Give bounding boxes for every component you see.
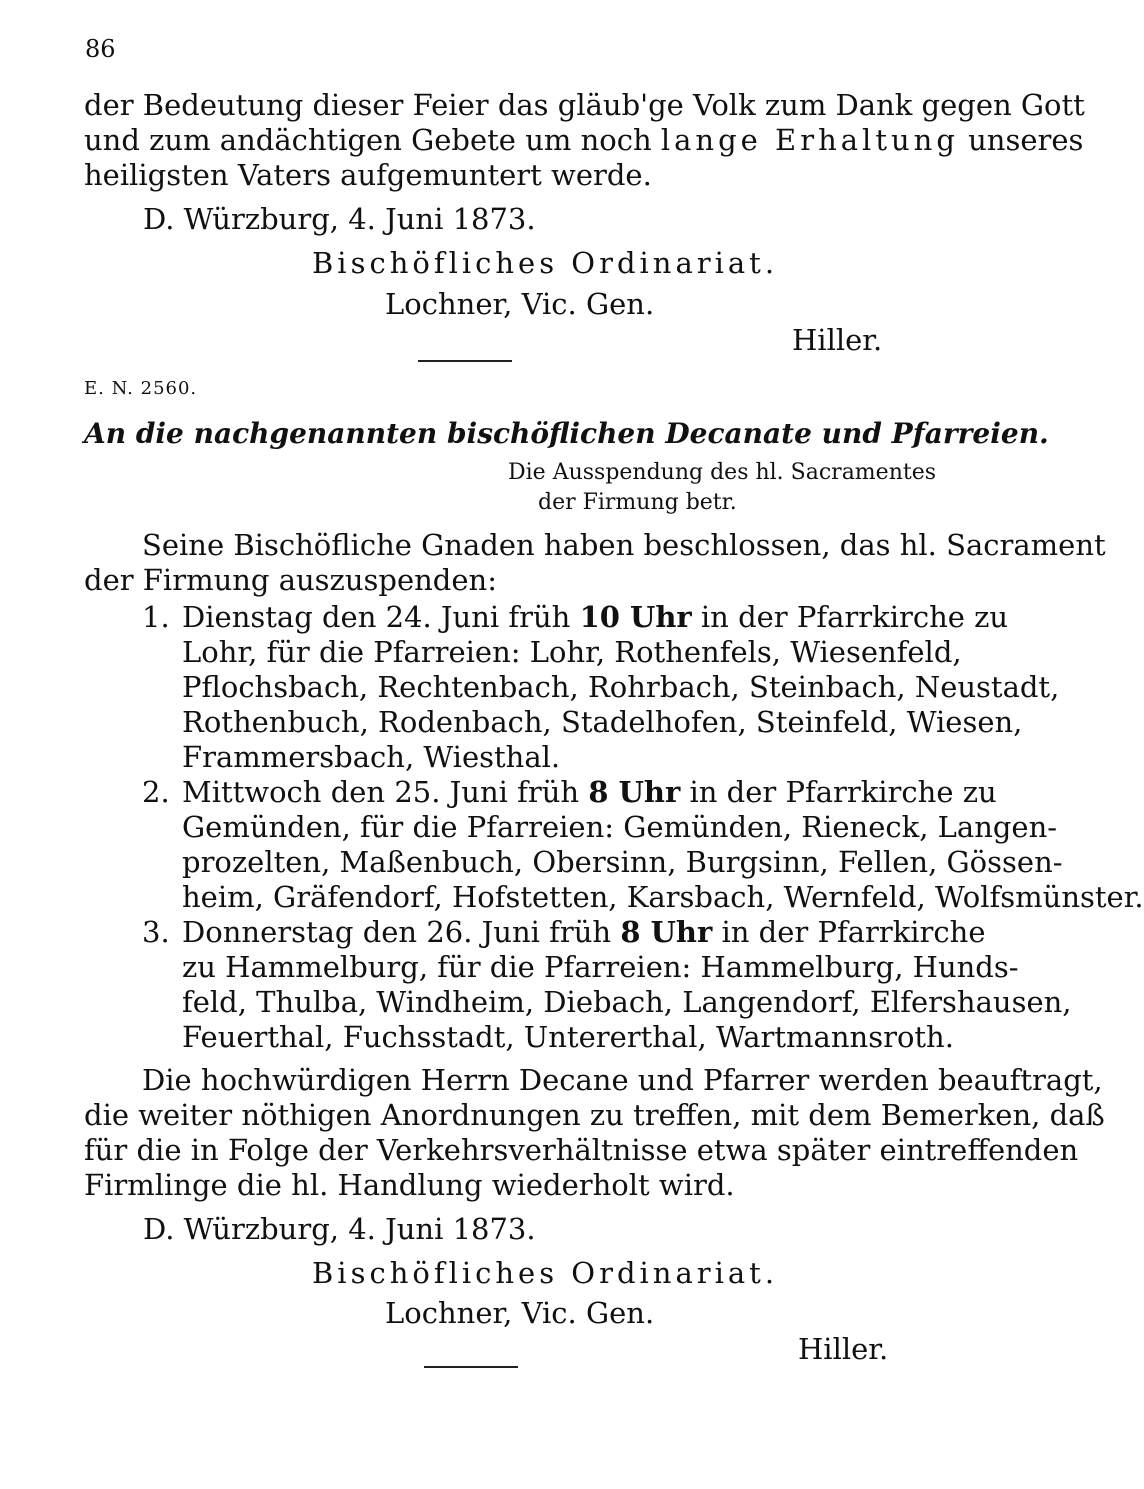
subject-line: der Firmung betr. xyxy=(538,490,737,515)
schedule-item xyxy=(142,915,1072,1055)
item-line: Feuerthal, Fuchsstadt, Untererthal, Wartmannsroth. xyxy=(182,1020,954,1054)
decree-line: der Firmung auszuspenden: xyxy=(84,563,497,597)
time-emphasis: 8 Uhr xyxy=(588,775,681,809)
section-heading: An die nachgenannten bischöflichen Decanate und Pfarreien. xyxy=(84,417,1049,450)
time-emphasis: 8 Uhr xyxy=(620,915,713,949)
closing-paragraph xyxy=(84,1063,1105,1203)
intro-line: und zum andächtigen Gebete um noch lange Erhaltung unseres xyxy=(84,123,1084,157)
item-line: Mittwoch den 25. Juni früh 8 Uhr in der Pfarrkirche zu xyxy=(182,775,997,809)
closing-line: die weiter nöthigen Anordnungen zu treffen, mit dem Bemerken, daß xyxy=(84,1098,1105,1132)
item-number: 1. xyxy=(142,600,170,634)
item-line: Frammersbach, Wiesthal. xyxy=(182,740,561,774)
date-line: D. Würzburg, 4. Juni 1873. xyxy=(143,1212,536,1246)
signer-name: Lochner, Vic. Gen. xyxy=(385,1296,655,1330)
decree-line: Seine Bischöfliche Gnaden haben beschlossen, das hl. Sacrament xyxy=(142,528,1106,562)
subject-line: Die Ausspendung des hl. Sacramentes xyxy=(508,460,937,485)
intro-paragraph xyxy=(84,88,1085,193)
countersigner-name: Hiller. xyxy=(792,323,883,357)
countersigner-name: Hiller. xyxy=(798,1332,889,1366)
signer-name: Lochner, Vic. Gen. xyxy=(385,287,655,321)
confirmation-schedule xyxy=(142,600,1144,1055)
item-line: prozelten, Maßenbuch, Obersinn, Burgsinn, Fellen, Gössen- xyxy=(182,845,1063,879)
reference-number: E. N. 2560. xyxy=(84,378,198,399)
decree-paragraph xyxy=(84,528,1106,598)
item-line: zu Hammelburg, für die Pfarreien: Hammelburg, Hunds- xyxy=(182,950,1019,984)
item-number: 2. xyxy=(142,775,170,809)
closing-line: Die hochwürdigen Herrn Decane und Pfarrer werden beauftragt, xyxy=(142,1063,1103,1097)
item-line: feld, Thulba, Windheim, Diebach, Langendorf, Elfershausen, xyxy=(182,985,1072,1019)
closing-line: für die in Folge der Verkehrsverhältnisse etwa später eintreffenden xyxy=(84,1133,1079,1167)
schedule-item xyxy=(142,775,1144,915)
item-line: Pflochsbach, Rechtenbach, Rohrbach, Steinbach, Neustadt, xyxy=(182,670,1060,704)
item-line: Donnerstag den 26. Juni früh 8 Uhr in der Pfarrkirche xyxy=(182,915,986,949)
intro-line: der Bedeutung dieser Feier das gläub'ge Volk zum Dank gegen Gott xyxy=(84,88,1085,122)
intro-line: heiligsten Vaters aufgemuntert werde. xyxy=(84,158,652,192)
item-line: Gemünden, für die Pfarreien: Gemünden, Rieneck, Langen- xyxy=(182,810,1058,844)
date-line: D. Würzburg, 4. Juni 1873. xyxy=(143,202,536,236)
section-divider xyxy=(418,360,512,362)
office-name: Bischöfliches Ordinariat. xyxy=(312,246,779,280)
item-number: 3. xyxy=(142,915,170,949)
item-line: heim, Gräfendorf, Hofstetten, Karsbach, Wernfeld, Wolfsmünster. xyxy=(182,880,1144,914)
section-divider xyxy=(424,1366,518,1368)
office-name: Bischöfliches Ordinariat. xyxy=(312,1256,779,1290)
place-emphasis: lange Erhaltung xyxy=(660,123,959,157)
item-line: Rothenbuch, Rodenbach, Stadelhofen, Steinfeld, Wiesen, xyxy=(182,705,1023,739)
subject-note xyxy=(508,458,937,518)
page-number: 86 xyxy=(85,35,116,63)
item-line: Lohr, für die Pfarreien: Lohr, Rothenfels, Wiesenfeld, xyxy=(182,635,962,669)
time-emphasis: 10 Uhr xyxy=(579,600,692,634)
item-line: Dienstag den 24. Juni früh 10 Uhr in der Pfarrkirche zu xyxy=(182,600,1009,634)
schedule-item xyxy=(142,600,1060,775)
closing-line: Firmlinge die hl. Handlung wiederholt wird. xyxy=(84,1168,735,1202)
